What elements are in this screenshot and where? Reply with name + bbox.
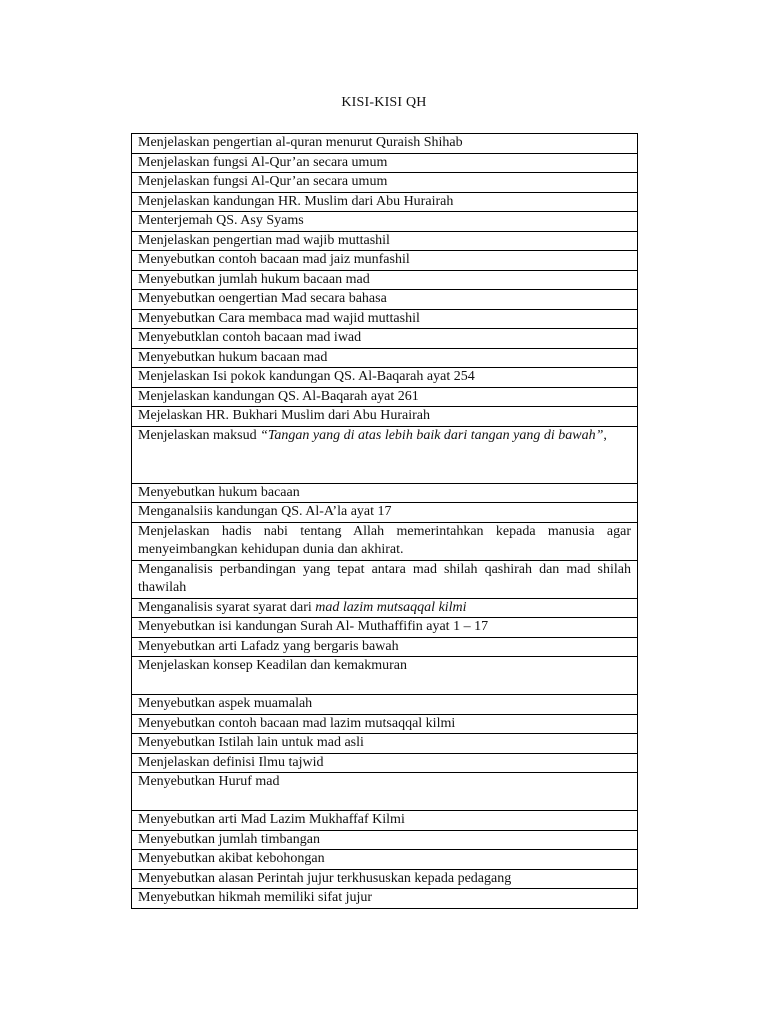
table-row bbox=[132, 387, 638, 407]
table-cell: Menyebutkan arti Lafadz yang bergaris bawah bbox=[132, 637, 638, 657]
table-row bbox=[132, 251, 638, 271]
table-row bbox=[132, 231, 638, 251]
table-cell: Menjelaskan konsep Keadilan dan kemakmuran bbox=[132, 657, 638, 695]
table-row bbox=[132, 153, 638, 173]
table-row bbox=[132, 368, 638, 388]
table-cell: Menyebutkan jumlah timbangan bbox=[132, 830, 638, 850]
table-cell: Menjelaskan kandungan HR. Muslim dari Abu Hurairah bbox=[132, 192, 638, 212]
table-row bbox=[132, 173, 638, 193]
table-row bbox=[132, 309, 638, 329]
cell-text: , bbox=[603, 427, 607, 443]
table-cell: Menyebutkan contoh bacaan mad lazim mutsaqqal kilmi bbox=[132, 714, 638, 734]
table-row bbox=[132, 850, 638, 870]
table-cell: Menyebutkan arti Mad Lazim Mukhaffaf Kilmi bbox=[132, 811, 638, 831]
table-row bbox=[132, 618, 638, 638]
table-row bbox=[132, 714, 638, 734]
table-cell: Menjelaskan Isi pokok kandungan QS. Al-Baqarah ayat 254 bbox=[132, 368, 638, 388]
table-row bbox=[132, 407, 638, 427]
table-row bbox=[132, 192, 638, 212]
table-row bbox=[132, 695, 638, 715]
document-title: KISI-KISI QH bbox=[341, 95, 427, 110]
table-row bbox=[132, 637, 638, 657]
table-cell: Menyebutkan hikmah memiliki sifat jujur bbox=[132, 889, 638, 909]
table-cell: Menyebutkan hukum bacaan bbox=[132, 483, 638, 503]
table-row bbox=[132, 753, 638, 773]
table-cell: Menyebutkan aspek muamalah bbox=[132, 695, 638, 715]
table-cell: Menyebutkan Istilah lain untuk mad asli bbox=[132, 734, 638, 754]
table-cell: Menterjemah QS. Asy Syams bbox=[132, 212, 638, 232]
table-cell: Menganalsiis kandungan QS. Al-A’la ayat 17 bbox=[132, 503, 638, 523]
table-cell bbox=[132, 598, 638, 618]
table-cell: Menjelaskan hadis nabi tentang Allah memerintahkan kepada manusia agar menyeimbangkan kehidupan dunia dan akhirat. bbox=[132, 522, 638, 560]
table-cell: Menjelaskan pengertian mad wajib muttashil bbox=[132, 231, 638, 251]
table-cell: Menyebutkan isi kandungan Surah Al- Muthaffifin ayat 1 – 17 bbox=[132, 618, 638, 638]
table-row bbox=[132, 290, 638, 310]
table-cell: Menyebutkan Huruf mad bbox=[132, 773, 638, 811]
table-row bbox=[132, 522, 638, 560]
table-row bbox=[132, 598, 638, 618]
table-row bbox=[132, 734, 638, 754]
cell-text: Menganalisis syarat syarat dari bbox=[138, 599, 316, 615]
table-row bbox=[132, 657, 638, 695]
table-row bbox=[132, 134, 638, 154]
table-cell: Menyebutkan jumlah hukum bacaan mad bbox=[132, 270, 638, 290]
table-row bbox=[132, 869, 638, 889]
cell-text: Menjelaskan maksud bbox=[138, 427, 261, 443]
kisi-kisi-table bbox=[131, 133, 638, 909]
table-cell: Menjelaskan kandungan QS. Al-Baqarah ayat 261 bbox=[132, 387, 638, 407]
table-row bbox=[132, 270, 638, 290]
table-cell: Menjelaskan definisi Ilmu tajwid bbox=[132, 753, 638, 773]
table-cell: Menjelaskan pengertian al-quran menurut Quraish Shihab bbox=[132, 134, 638, 154]
table-row bbox=[132, 329, 638, 349]
table-row bbox=[132, 811, 638, 831]
table-cell: Menyebutkan alasan Perintah jujur terkhususkan kepada pedagang bbox=[132, 869, 638, 889]
cell-italic-text: mad lazim mutsaqqal kilmi bbox=[315, 599, 467, 615]
table-cell: Menyebutkan Cara membaca mad wajid muttashil bbox=[132, 309, 638, 329]
table-row bbox=[132, 348, 638, 368]
table-cell: Menyebutkan hukum bacaan mad bbox=[132, 348, 638, 368]
table-cell: Menyebutklan contoh bacaan mad iwad bbox=[132, 329, 638, 349]
cell-italic-text: “Tangan yang di atas lebih baik dari tangan yang di bawah” bbox=[260, 427, 604, 443]
table-row bbox=[132, 426, 638, 483]
table-cell: Menyebutkan oengertian Mad secara bahasa bbox=[132, 290, 638, 310]
table-row bbox=[132, 212, 638, 232]
table-cell bbox=[132, 426, 638, 483]
table-cell: Menyebutkan akibat kebohongan bbox=[132, 850, 638, 870]
table-cell: Menjelaskan fungsi Al-Qur’an secara umum bbox=[132, 173, 638, 193]
table-cell: Menyebutkan contoh bacaan mad jaiz munfashil bbox=[132, 251, 638, 271]
table-row bbox=[132, 773, 638, 811]
table-cell: Menjelaskan fungsi Al-Qur’an secara umum bbox=[132, 153, 638, 173]
table-row bbox=[132, 560, 638, 598]
table-row bbox=[132, 483, 638, 503]
table-row bbox=[132, 889, 638, 909]
table-row bbox=[132, 503, 638, 523]
table-cell: Menganalisis perbandingan yang tepat antara mad shilah qashirah dan mad shilah thawilah bbox=[132, 560, 638, 598]
table-cell: Mejelaskan HR. Bukhari Muslim dari Abu Hurairah bbox=[132, 407, 638, 427]
table-row bbox=[132, 830, 638, 850]
